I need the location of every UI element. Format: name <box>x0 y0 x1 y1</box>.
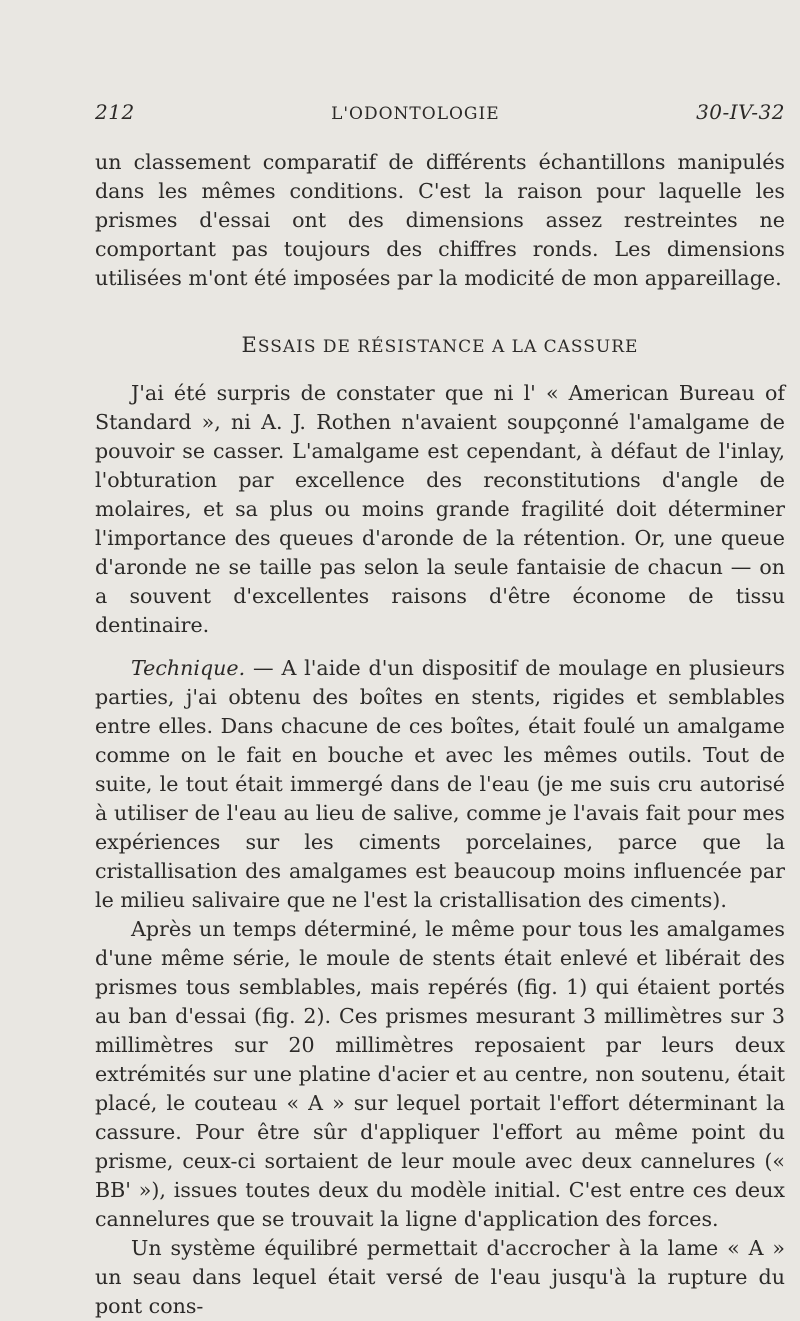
paragraph-5: Un système équilibré permettait d'accrocher à la lame « A » un seau dans lequel était versé de l'eau jusqu'à la rupture du pont cons- <box>95 1236 785 1318</box>
running-header <box>95 100 785 124</box>
paragraph-3-text: — A l'aide d'un dispositif de moulage en plusieurs parties, j'ai obtenu des boîtes en stents, rigides et semblables entre elles. Dans chacune de ces boîtes, était foulé un amalgame comme on le fait en bouche et avec les mêmes outils. Tout de suite, le tout était immergé dans de l'eau (je me suis cru autorisé à utiliser de l'eau au lieu de salive, comme je l'avais fait pour mes expériences sur les ciments porcelaines, parce que la cristallisation des amalgames est beaucoup moins influencée par le milieu salivaire que ne l'est la cristallisation des ciments). <box>95 656 785 912</box>
paragraph-1: un classement comparatif de différents échantillons manipulés dans les mêmes conditions. C'est la raison pour laquelle les prismes d'essai ont des dimensions assez restreintes ne comportant pas toujours des chiffres ronds. Les dimensions utilisées m'ont été imposées par la modicité de mon appareillage. <box>95 150 785 290</box>
paragraph-3 <box>95 654 785 915</box>
page-number: 212 <box>95 100 135 124</box>
technique-label: Technique. <box>131 656 246 680</box>
paragraph-2: J'ai été surpris de constater que ni l' « American Bureau of Standard », ni A. J. Rothen n'avaient soupçonné l'amalgame de pouvoir se casser. L'amalgame est cependant, à défaut de l'inlay, l'obturation par excellence des reconstitutions d'angle de molaires, et sa plus ou moins grande fragilité doit déterminer l'importance des queues d'aronde de la rétention. Or, une queue d'aronde ne se taille pas selon la seule fantaisie de chacun — on a souvent d'excellentes raisons d'être économe de tissu dentinaire. <box>95 381 785 637</box>
section-title <box>95 333 785 359</box>
body-text <box>95 148 785 1321</box>
section-title-rest: SSAIS DE RÉSISTANCE A LA CASSURE <box>257 337 639 357</box>
paragraph-4: Après un temps déterminé, le même pour tous les amalgames d'une même série, le moule de stents était enlevé et libérait des prismes tous semblables, mais repérés (fig. 1) qui étaient portés au ban d'essai (fig. 2). Ces prismes mesurant 3 millimètres sur 3 millimètres sur 20 millimètres reposaient par leurs deux extrémités sur une platine d'acier et au centre, non soutenu, était placé, le couteau « A » sur lequel portait l'effort déterminant la cassure. Pour être sûr d'appliquer l'effort au même point du prisme, ceux-ci sortaient de leur moule avec deux cannelures (« BB' »), issues toutes deux du modèle initial. C'est entre ces deux cannelures que se trouvait la ligne d'application des forces. <box>95 917 785 1231</box>
section-title-initial: E <box>241 333 258 357</box>
journal-title: L'ODONTOLOGIE <box>331 104 500 124</box>
issue-date: 30-IV-32 <box>696 100 785 124</box>
